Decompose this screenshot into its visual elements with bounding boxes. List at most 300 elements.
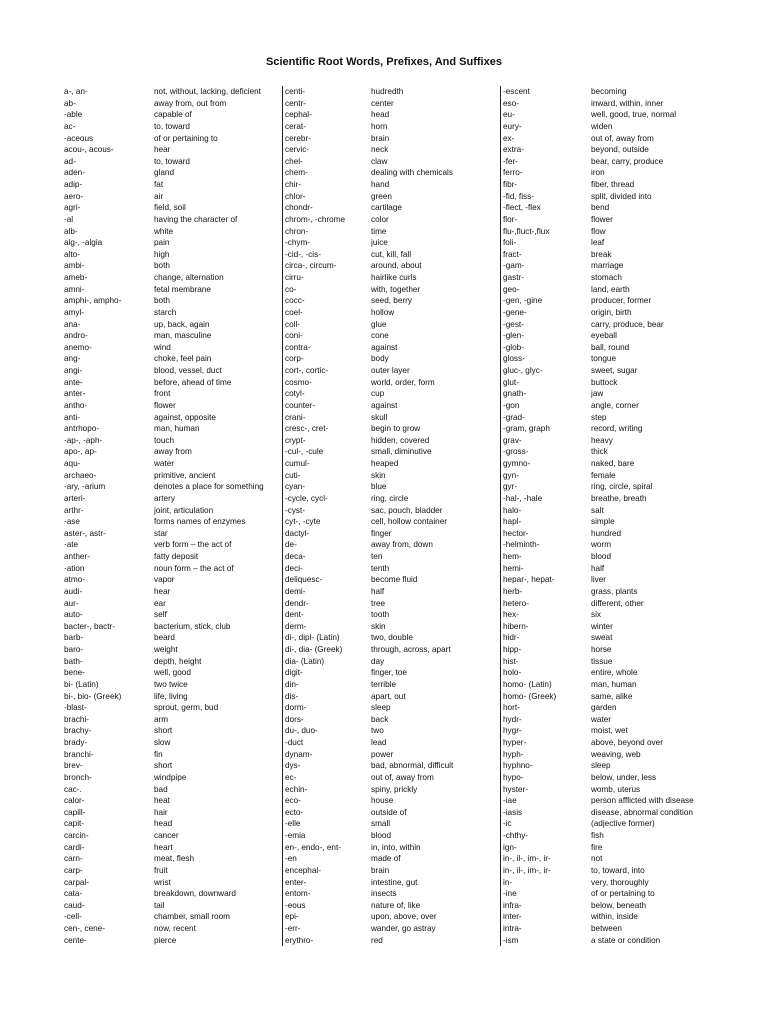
root-term: -cid-, -cis-: [282, 249, 371, 261]
glossary-entry: [282, 691, 500, 703]
root-term: in-, il-, im-, ir-: [500, 865, 591, 877]
glossary-entry: [500, 144, 718, 156]
root-term: baro-: [64, 645, 84, 654]
root-term: centr-: [282, 98, 371, 110]
glossary-entry: [500, 539, 718, 551]
glossary-entry: [64, 284, 282, 296]
glossary-entry: [282, 505, 500, 517]
glossary-entry: [64, 505, 282, 517]
root-meaning: ring, circle, spiral: [591, 482, 653, 492]
root-meaning: leaf: [591, 238, 605, 248]
glossary-entry: [64, 249, 282, 261]
glossary-entry: [282, 481, 500, 493]
root-meaning: hair: [154, 807, 168, 817]
root-meaning: outside of: [371, 807, 407, 817]
root-term: cocc-: [282, 295, 371, 307]
glossary-entry: [500, 435, 718, 447]
root-term: deci-: [282, 563, 371, 575]
glossary-entry: [500, 156, 718, 168]
glossary-entry: [64, 865, 282, 877]
glossary-entry: [64, 307, 282, 319]
root-term: crani-: [282, 412, 371, 424]
glossary-entry: [64, 609, 282, 621]
root-meaning: becoming: [591, 87, 627, 96]
root-meaning: fetal membrane: [154, 284, 211, 294]
root-term: branchi-: [64, 749, 94, 759]
page-title: Scientific Root Words, Prefixes, And Suffixes: [266, 56, 502, 68]
glossary-entry: [64, 760, 282, 772]
glossary-entry: [64, 877, 282, 889]
glossary-entry: [500, 237, 718, 249]
root-term: antho-: [64, 400, 88, 410]
root-meaning: become fluid: [371, 575, 418, 585]
root-meaning: before, ahead of time: [154, 377, 232, 387]
root-term: ante-: [64, 377, 83, 387]
glossary-entry: [282, 574, 500, 586]
root-term: hygr-: [500, 725, 591, 737]
root-meaning: six: [591, 610, 602, 620]
root-meaning: sprout, germ, bud: [154, 703, 219, 713]
root-meaning: wrist: [154, 877, 171, 887]
root-term: anemo-: [64, 342, 92, 352]
glossary-entry: [64, 725, 282, 737]
root-meaning: pierce: [154, 935, 177, 945]
root-term: grav-: [500, 435, 591, 447]
root-term: ad-: [64, 156, 76, 166]
root-meaning: not, without, lacking, deficient: [154, 87, 261, 96]
root-meaning: skin: [371, 621, 386, 631]
root-term: gloss-: [500, 353, 591, 365]
glossary-entry: [500, 86, 718, 98]
root-term: contra-: [282, 342, 371, 354]
root-term: foli-: [500, 237, 591, 249]
root-term: gymno-: [500, 458, 591, 470]
root-term: ang-: [64, 354, 81, 364]
root-term: bi- (Latin): [64, 679, 99, 689]
glossary-entry: [500, 551, 718, 563]
glossary-entry: [500, 330, 718, 342]
root-meaning: tail: [154, 900, 165, 910]
root-meaning: hear: [154, 586, 171, 596]
glossary-entry: [282, 144, 500, 156]
root-meaning: spiny, prickly: [371, 784, 418, 794]
root-term: -aceous: [64, 133, 94, 143]
root-term: hibern-: [500, 621, 591, 633]
root-term: -blast-: [64, 703, 87, 713]
root-term: carcin-: [64, 831, 89, 840]
root-term: geo-: [500, 284, 591, 296]
root-term: arthr-: [64, 505, 84, 515]
glossary-entry: [282, 365, 500, 377]
glossary-entry: [282, 237, 500, 249]
glossary-entry: [64, 109, 282, 121]
root-term: capill-: [64, 807, 86, 817]
glossary-entry: [64, 749, 282, 761]
root-meaning: to, toward: [154, 121, 190, 131]
root-meaning: made of: [371, 854, 401, 864]
root-meaning: nature of, like: [371, 900, 421, 910]
root-term: gluc-, glyc-: [500, 365, 591, 377]
root-meaning: against: [371, 400, 398, 410]
root-meaning: choke, feel pain: [154, 354, 212, 364]
root-meaning: land, earth: [591, 284, 630, 294]
root-meaning: flower: [154, 400, 176, 410]
root-meaning: half: [371, 586, 385, 596]
root-meaning: angle, corner: [591, 400, 639, 410]
root-meaning: glue: [371, 319, 387, 329]
root-term: caud-: [64, 900, 85, 910]
glossary-entry: [282, 412, 500, 424]
root-term: auto-: [64, 610, 83, 620]
root-term: corp-: [282, 353, 371, 365]
glossary-entry: [282, 632, 500, 644]
glossary-entry: [500, 842, 718, 854]
root-term: cyan-: [282, 481, 371, 493]
glossary-entry: [282, 586, 500, 598]
root-term: hex-: [500, 609, 591, 621]
root-meaning: in, into, within: [371, 842, 421, 852]
glossary-entry: [500, 691, 718, 703]
root-meaning: to, toward, into: [591, 865, 645, 875]
root-term: chel-: [282, 156, 371, 168]
root-term: inter-: [500, 911, 591, 923]
root-meaning: with, together: [371, 284, 421, 294]
root-meaning: entire, whole: [591, 668, 638, 678]
root-meaning: cone: [371, 331, 389, 341]
root-meaning: breathe, breath: [591, 493, 647, 503]
glossary-entry: [64, 574, 282, 586]
root-term: -flect, -flex: [500, 202, 591, 214]
root-meaning: starch: [154, 307, 177, 317]
glossary-entry: [64, 435, 282, 447]
glossary-entry: [64, 342, 282, 354]
root-term: hapl-: [500, 516, 591, 528]
root-term: amphi-, ampho-: [64, 296, 122, 306]
glossary-entry: [500, 307, 718, 319]
root-meaning: center: [371, 98, 394, 108]
root-term: hector-: [500, 528, 591, 540]
root-term: aqu-: [64, 459, 81, 468]
root-term: hetero-: [500, 598, 591, 610]
root-meaning: heart: [154, 842, 173, 852]
root-term: acou-, acous-: [64, 145, 114, 155]
root-meaning: person afflicted with disease: [591, 796, 694, 806]
root-term: -cell-: [64, 912, 82, 922]
root-term: cephal-: [282, 109, 371, 121]
glossary-entry: [500, 284, 718, 296]
glossary-entry: [282, 435, 500, 447]
root-term: hepar-, hepat-: [500, 574, 591, 586]
root-term: cente-: [64, 935, 87, 945]
root-meaning: record, writing: [591, 424, 643, 434]
glossary-entry: [500, 679, 718, 691]
root-term: chem-: [282, 167, 371, 179]
root-meaning: break: [591, 249, 612, 259]
root-term: chlor-: [282, 191, 371, 203]
root-meaning: of or pertaining to: [154, 133, 218, 143]
root-term: holo-: [500, 667, 591, 679]
root-term: ecto-: [282, 807, 371, 819]
root-term: -cul-, -cule: [282, 446, 371, 458]
glossary-entry: [282, 493, 500, 505]
glossary-entry: [282, 295, 500, 307]
glossary-entry: [64, 551, 282, 563]
glossary-entry: [282, 377, 500, 389]
glossary-entry: [282, 656, 500, 668]
root-meaning: self: [154, 610, 167, 620]
root-meaning: joint, articulation: [154, 505, 214, 515]
root-meaning: ten: [371, 552, 383, 561]
root-term: bacter-, bactr-: [64, 621, 115, 631]
glossary-entry: [64, 923, 282, 935]
root-meaning: (adjective former): [591, 819, 655, 829]
root-meaning: liver: [591, 575, 607, 585]
glossary-entry: [64, 842, 282, 854]
root-term: in-: [500, 877, 591, 889]
root-term: digit-: [282, 667, 371, 679]
glossary-entry: [282, 133, 500, 145]
root-term: cen-, cene-: [64, 924, 105, 933]
root-meaning: brain: [371, 133, 390, 143]
root-term: arteri-: [64, 493, 86, 503]
root-meaning: bend: [591, 203, 610, 213]
root-term: audi-: [64, 586, 83, 596]
root-term: cort-, cortic-: [282, 365, 371, 377]
root-meaning: intestine, gut: [371, 877, 418, 887]
root-meaning: fin: [154, 749, 163, 759]
root-meaning: ball, round: [591, 342, 630, 352]
glossary-entry: [64, 412, 282, 424]
root-meaning: sweet, sugar: [591, 366, 638, 375]
root-term: ana-: [64, 319, 81, 329]
root-meaning: hairlike curls: [371, 273, 417, 282]
root-meaning: claw: [371, 156, 388, 166]
root-meaning: very, thoroughly: [591, 877, 649, 887]
root-meaning: blood: [591, 552, 612, 561]
root-term: fract-: [500, 249, 591, 261]
root-term: -emia: [282, 830, 371, 842]
glossary-entry: [64, 214, 282, 226]
root-term: -err-: [282, 923, 371, 935]
glossary-entry: [282, 272, 500, 284]
root-meaning: hudredth: [371, 87, 404, 96]
root-meaning: head: [371, 110, 390, 120]
root-meaning: wind: [154, 342, 171, 352]
root-term: angi-: [64, 366, 83, 375]
glossary-entry: [282, 388, 500, 400]
root-term: herb-: [500, 586, 591, 598]
glossary-entry: [64, 330, 282, 342]
root-term: glut-: [500, 377, 591, 389]
root-meaning: capable of: [154, 110, 192, 120]
glossary-column: [282, 86, 500, 946]
root-term: amni-: [64, 284, 85, 294]
root-term: ex-: [500, 133, 591, 145]
root-meaning: worm: [591, 540, 612, 550]
glossary-entry: [500, 702, 718, 714]
root-meaning: fruit: [154, 865, 168, 875]
root-term: dynam-: [282, 749, 371, 761]
glossary-entry: [500, 749, 718, 761]
glossary-entry: [500, 272, 718, 284]
root-meaning: begin to grow: [371, 424, 421, 434]
glossary-entry: [64, 446, 282, 458]
root-term: -gram, graph: [500, 423, 591, 435]
glossary-entry: [500, 644, 718, 656]
root-term: coel-: [282, 307, 371, 319]
glossary-entry: [282, 470, 500, 482]
glossary-entry: [64, 667, 282, 679]
root-term: ac-: [64, 121, 76, 131]
glossary-entry: [64, 191, 282, 203]
root-term: dys-: [282, 760, 371, 772]
root-term: calor-: [64, 796, 85, 806]
root-meaning: naked, bare: [591, 459, 635, 468]
root-meaning: breakdown, downward: [154, 889, 236, 899]
root-meaning: day: [371, 656, 385, 666]
glossary-entry: [64, 539, 282, 551]
root-meaning: terrible: [371, 679, 397, 689]
root-meaning: two: [371, 726, 384, 736]
glossary-entry: [64, 353, 282, 365]
root-meaning: moist, wet: [591, 726, 628, 736]
root-meaning: green: [371, 191, 392, 201]
root-meaning: meat, flesh: [154, 854, 195, 864]
root-term: apo-, ap-: [64, 447, 97, 457]
glossary-entry: [64, 784, 282, 796]
glossary-entry: [64, 365, 282, 377]
glossary-entry: [500, 714, 718, 726]
root-meaning: horn: [371, 121, 388, 131]
root-meaning: cell, hollow container: [371, 517, 448, 527]
root-meaning: man, masculine: [154, 331, 212, 341]
root-meaning: tenth: [371, 563, 390, 573]
root-term: -ate: [64, 540, 79, 550]
root-meaning: back: [371, 714, 389, 724]
root-term: brachy-: [64, 726, 92, 736]
root-meaning: windpipe: [154, 772, 187, 782]
glossary-entry: [282, 818, 500, 830]
root-term: alb-: [64, 226, 78, 236]
root-term: di-, dipl- (Latin): [282, 632, 371, 644]
root-meaning: carry, produce, bear: [591, 319, 664, 329]
root-term: intra-: [500, 923, 591, 935]
root-meaning: brain: [371, 865, 390, 875]
root-meaning: head: [154, 819, 173, 829]
glossary-entry: [500, 365, 718, 377]
root-term: chron-: [282, 226, 371, 238]
root-term: bene-: [64, 668, 85, 678]
root-meaning: bear, carry, produce: [591, 156, 664, 166]
root-term: entom-: [282, 888, 371, 900]
root-term: co-: [282, 284, 371, 296]
root-term: counter-: [282, 400, 371, 412]
root-term: halo-: [500, 505, 591, 517]
root-term: de-: [282, 539, 371, 551]
glossary-entry: [282, 877, 500, 889]
root-meaning: tissue: [591, 656, 613, 666]
root-term: -en: [282, 853, 371, 865]
root-term: deliquesc-: [282, 574, 371, 586]
glossary-entry: [500, 214, 718, 226]
glossary-entry: [282, 458, 500, 470]
root-meaning: origin, birth: [591, 307, 632, 317]
glossary-entry: [500, 202, 718, 214]
root-meaning: finger, toe: [371, 668, 407, 678]
glossary-entry: [500, 109, 718, 121]
root-meaning: slow: [154, 738, 171, 747]
root-meaning: white: [154, 226, 174, 236]
root-meaning: skull: [371, 412, 388, 422]
glossary-entry: [282, 830, 500, 842]
root-meaning: sleep: [591, 761, 611, 771]
root-term: enter-: [282, 877, 371, 889]
glossary-entry: [500, 795, 718, 807]
root-term: brachi-: [64, 714, 90, 724]
glossary-entry: [282, 644, 500, 656]
glossary-entry: [500, 563, 718, 575]
root-meaning: wander, go astray: [371, 924, 436, 933]
glossary-entry: [282, 167, 500, 179]
root-term: cata-: [64, 889, 83, 899]
root-meaning: short: [154, 726, 173, 736]
root-meaning: tongue: [591, 354, 617, 364]
glossary-entry: [282, 679, 500, 691]
root-term: aden-: [64, 168, 85, 178]
glossary-entry: [282, 86, 500, 98]
root-term: -chym-: [282, 237, 371, 249]
root-term: crypt-: [282, 435, 371, 447]
glossary-entry: [282, 911, 500, 923]
glossary-entry: [64, 621, 282, 633]
root-term: hist-: [500, 656, 591, 668]
root-meaning: gland: [154, 168, 175, 178]
glossary-entry: [282, 609, 500, 621]
root-meaning: widen: [591, 121, 613, 131]
root-term: barb-: [64, 633, 84, 643]
root-meaning: red: [371, 935, 383, 945]
root-term: -helminth-: [500, 539, 591, 551]
glossary-table: [64, 86, 718, 946]
root-term: bath-: [64, 656, 83, 666]
glossary-entry: [282, 853, 500, 865]
root-term: -duct: [282, 737, 371, 749]
root-meaning: out of, away from: [591, 133, 654, 143]
root-meaning: weight: [154, 645, 178, 654]
glossary-entry: [64, 226, 282, 238]
glossary-entry: [500, 191, 718, 203]
root-term: dent-: [282, 609, 371, 621]
glossary-entry: [282, 330, 500, 342]
root-meaning: split, divided into: [591, 191, 652, 201]
root-term: anti-: [64, 412, 80, 422]
glossary-entry: [500, 667, 718, 679]
root-meaning: away from: [154, 447, 192, 457]
root-term: -glob-: [500, 342, 591, 354]
root-meaning: producer, former: [591, 296, 652, 306]
glossary-entry: [282, 400, 500, 412]
root-meaning: insects: [371, 889, 397, 899]
root-term: -ary, -arium: [64, 482, 106, 492]
root-term: -ism: [500, 935, 591, 947]
glossary-entry: [500, 574, 718, 586]
root-meaning: same, alike: [591, 691, 633, 701]
root-term: hyper-: [500, 737, 591, 749]
root-meaning: fatty deposit: [154, 552, 199, 561]
glossary-entry: [282, 179, 500, 191]
root-meaning: blue: [371, 482, 387, 492]
root-term: atmo-: [64, 575, 85, 585]
